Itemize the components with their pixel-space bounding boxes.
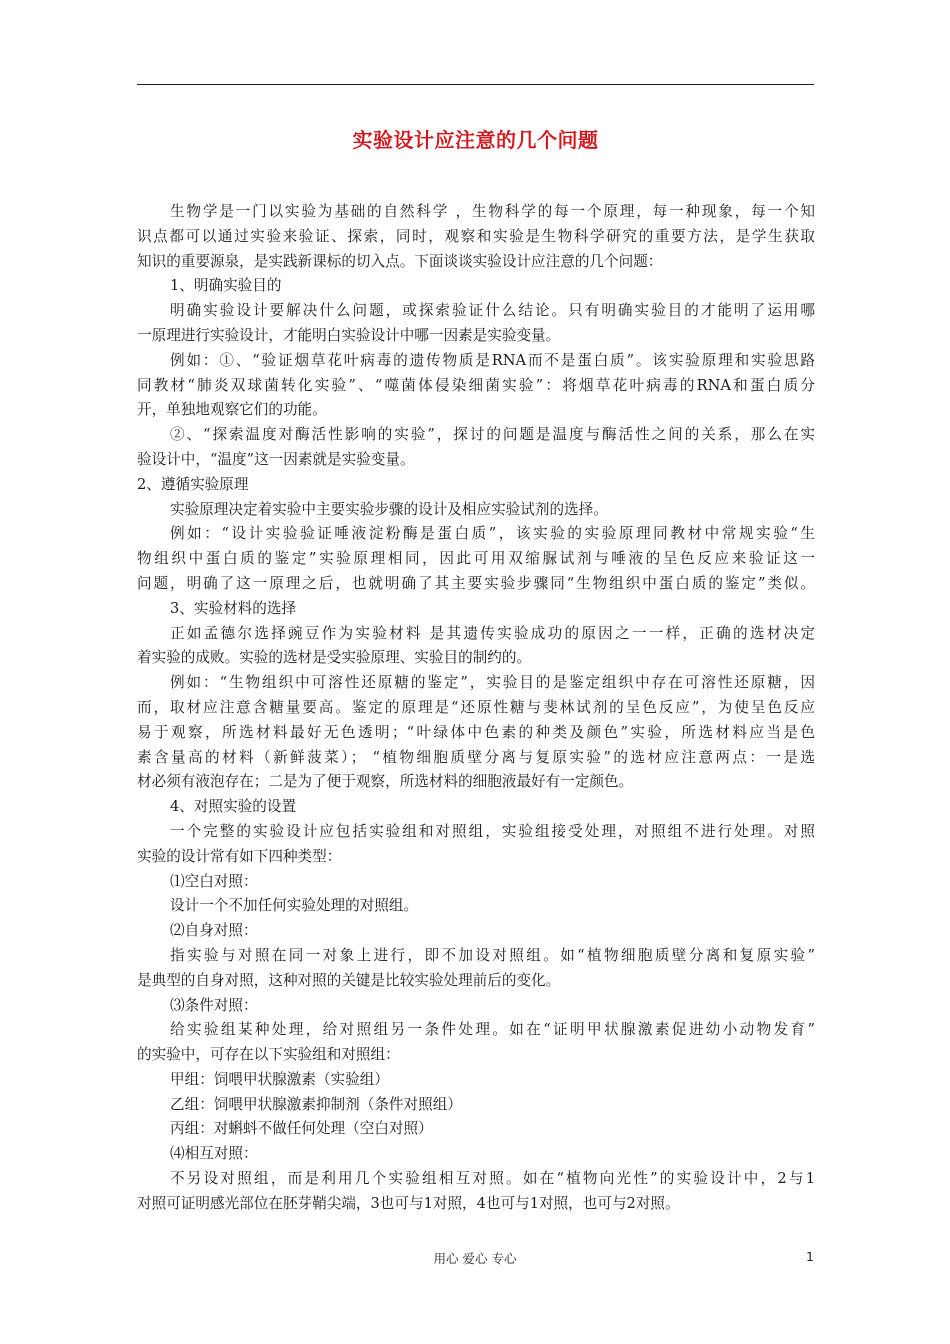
text-line: 验设计中，“温度”这一因素就是实验变量。 <box>137 450 415 468</box>
text-line: ⑷相互对照： <box>170 1145 258 1163</box>
text-line: 材必须有液泡存在；二是为了便于观察，所选材料的细胞液最好有一定颜色。 <box>137 773 634 791</box>
text-line: 1、明确实验目的 <box>170 277 282 295</box>
text-line: ⑵自身对照： <box>170 922 258 940</box>
text-line: 生物学是一门以实验为基础的自然科学 ，生物科学的每一个原理，每一种现象，每一个知 <box>170 203 815 220</box>
text-line: 设计一个不加任何实验处理的对照组。 <box>170 897 419 915</box>
text-line: 2、遵循实验原理 <box>137 475 249 493</box>
text-line: 知识的重要源泉，是实践新课标的切入点。下面谈谈实验设计应注意的几个问题： <box>137 252 663 270</box>
text-line: 而，取材应注意含糖量要高。鉴定的原理是“还原性糖与斐林试剂的呈色反应”，为使呈色反应 <box>137 698 815 716</box>
text-line: 正如孟德尔选择豌豆作为实验材料 是其遗传实验成功的原因之一一样，正确的选材决定 <box>170 624 815 642</box>
text-line: 例如：“设计实验验证唾液淀粉酶是蛋白质”，该实验的实验原理同教材中常规实验“生 <box>170 525 815 543</box>
page-number: 1 <box>806 1249 814 1264</box>
text-line: 甲组：饲喂甲状腺激素（实验组） <box>170 1070 389 1088</box>
text-line: 丙组：对蝌蚪不做任何处理（空白对照） <box>170 1120 433 1138</box>
text-line: 问题，明确了这一原理之后，也就明确了其主要实验步骤同“生物组织中蛋白质的鉴定”类似。 <box>137 574 815 592</box>
text-line: 是典型的自身对照，这种对照的关键是比较实验处理前后的变化。 <box>137 971 561 989</box>
text-line: 一原理进行实验设计，才能明白实验设计中哪一因素是实验变量。 <box>137 326 561 344</box>
text-line: 给实验组某种处理，给对照组另一条件处理。如在“证明甲状腺激素促进幼小动物发育” <box>170 1021 815 1039</box>
text-line: 例如：“生物组织中可溶性还原糖的鉴定”，实验目的是鉴定组织中存在可溶性还原糖，因 <box>170 674 815 692</box>
text-line: 的实验中，可存在以下实验组和对照组： <box>137 1046 400 1064</box>
text-line: 素含量高的材料（新鲜菠菜）； “植物细胞质壁分离与复原实验”的选材应注意两点：一是选 <box>137 748 815 766</box>
text-line: 物组织中蛋白质的鉴定”实验原理相同，因此可用双缩脲试剂与唾液的呈色反应来验证这一 <box>137 550 815 568</box>
footer-motto: 用心 爱心 专心 <box>433 1251 517 1266</box>
text-line: ⑴空白对照： <box>170 872 258 890</box>
header-rule <box>137 84 814 85</box>
text-line: 例如：①、“验证烟草花叶病毒的遗传物质是RNA而不是蛋白质”。该实验原理和实验思路 <box>170 351 815 369</box>
text-line: 4、对照实验的设置 <box>170 798 297 816</box>
text-line: 同教材“肺炎双球菌转化实验”、“噬菌体侵染细菌实验”：将烟草花叶病毒的RNA和蛋白质分 <box>137 376 815 394</box>
text-line: 3、实验材料的选择 <box>170 599 297 617</box>
text-line: ⑶条件对照： <box>170 996 258 1014</box>
text-line: 明确实验设计要解决什么问题，或探索验证什么结论。只有明确实验目的才能明了运用哪 <box>170 302 815 320</box>
text-line: 实验的设计常有如下四种类型： <box>137 847 342 865</box>
text-line: 指实验与对照在同一对象上进行，即不加设对照组。如“植物细胞质壁分离和复原实验” <box>170 946 815 964</box>
text-line: 一个完整的实验设计应包括实验组和对照组，实验组接受处理，对照组不进行处理。对照 <box>170 822 815 840</box>
document-title: 实验设计应注意的几个问题 <box>352 128 599 152</box>
text-line: 着实验的成败。实验的选材是受实验原理、实验目的制约的。 <box>137 649 532 667</box>
text-line: ②、“探索温度对酶活性影响的实验”，探讨的问题是温度与酶活性之间的关系，那么在实 <box>170 426 815 444</box>
text-line: 识点都可以通过实验来验证、探索，同时，观察和实验是生物科学研究的重要方法，是学生获取 <box>137 227 815 245</box>
text-line: 实验原理决定着实验中主要实验步骤的设计及相应实验试剂的选择。 <box>170 500 608 518</box>
text-line: 易于观察，所选材料最好无色透明；“叶绿体中色素的种类及颜色”实验，所选材料应当是色 <box>137 723 815 741</box>
text-line: 不另设对照组，而是利用几个实验组相互对照。如在“植物向光性”的实验设计中，2与1 <box>170 1170 815 1188</box>
document-body <box>137 200 815 1217</box>
text-line: 乙组：饲喂甲状腺激素抑制剂（条件对照组） <box>170 1095 462 1113</box>
text-line: 对照可证明感光部位在胚芽鞘尖端，3也可与1对照，4也可与1对照，也可与2对照。 <box>137 1194 680 1212</box>
text-line: 开，单独地观察它们的功能。 <box>137 401 327 419</box>
